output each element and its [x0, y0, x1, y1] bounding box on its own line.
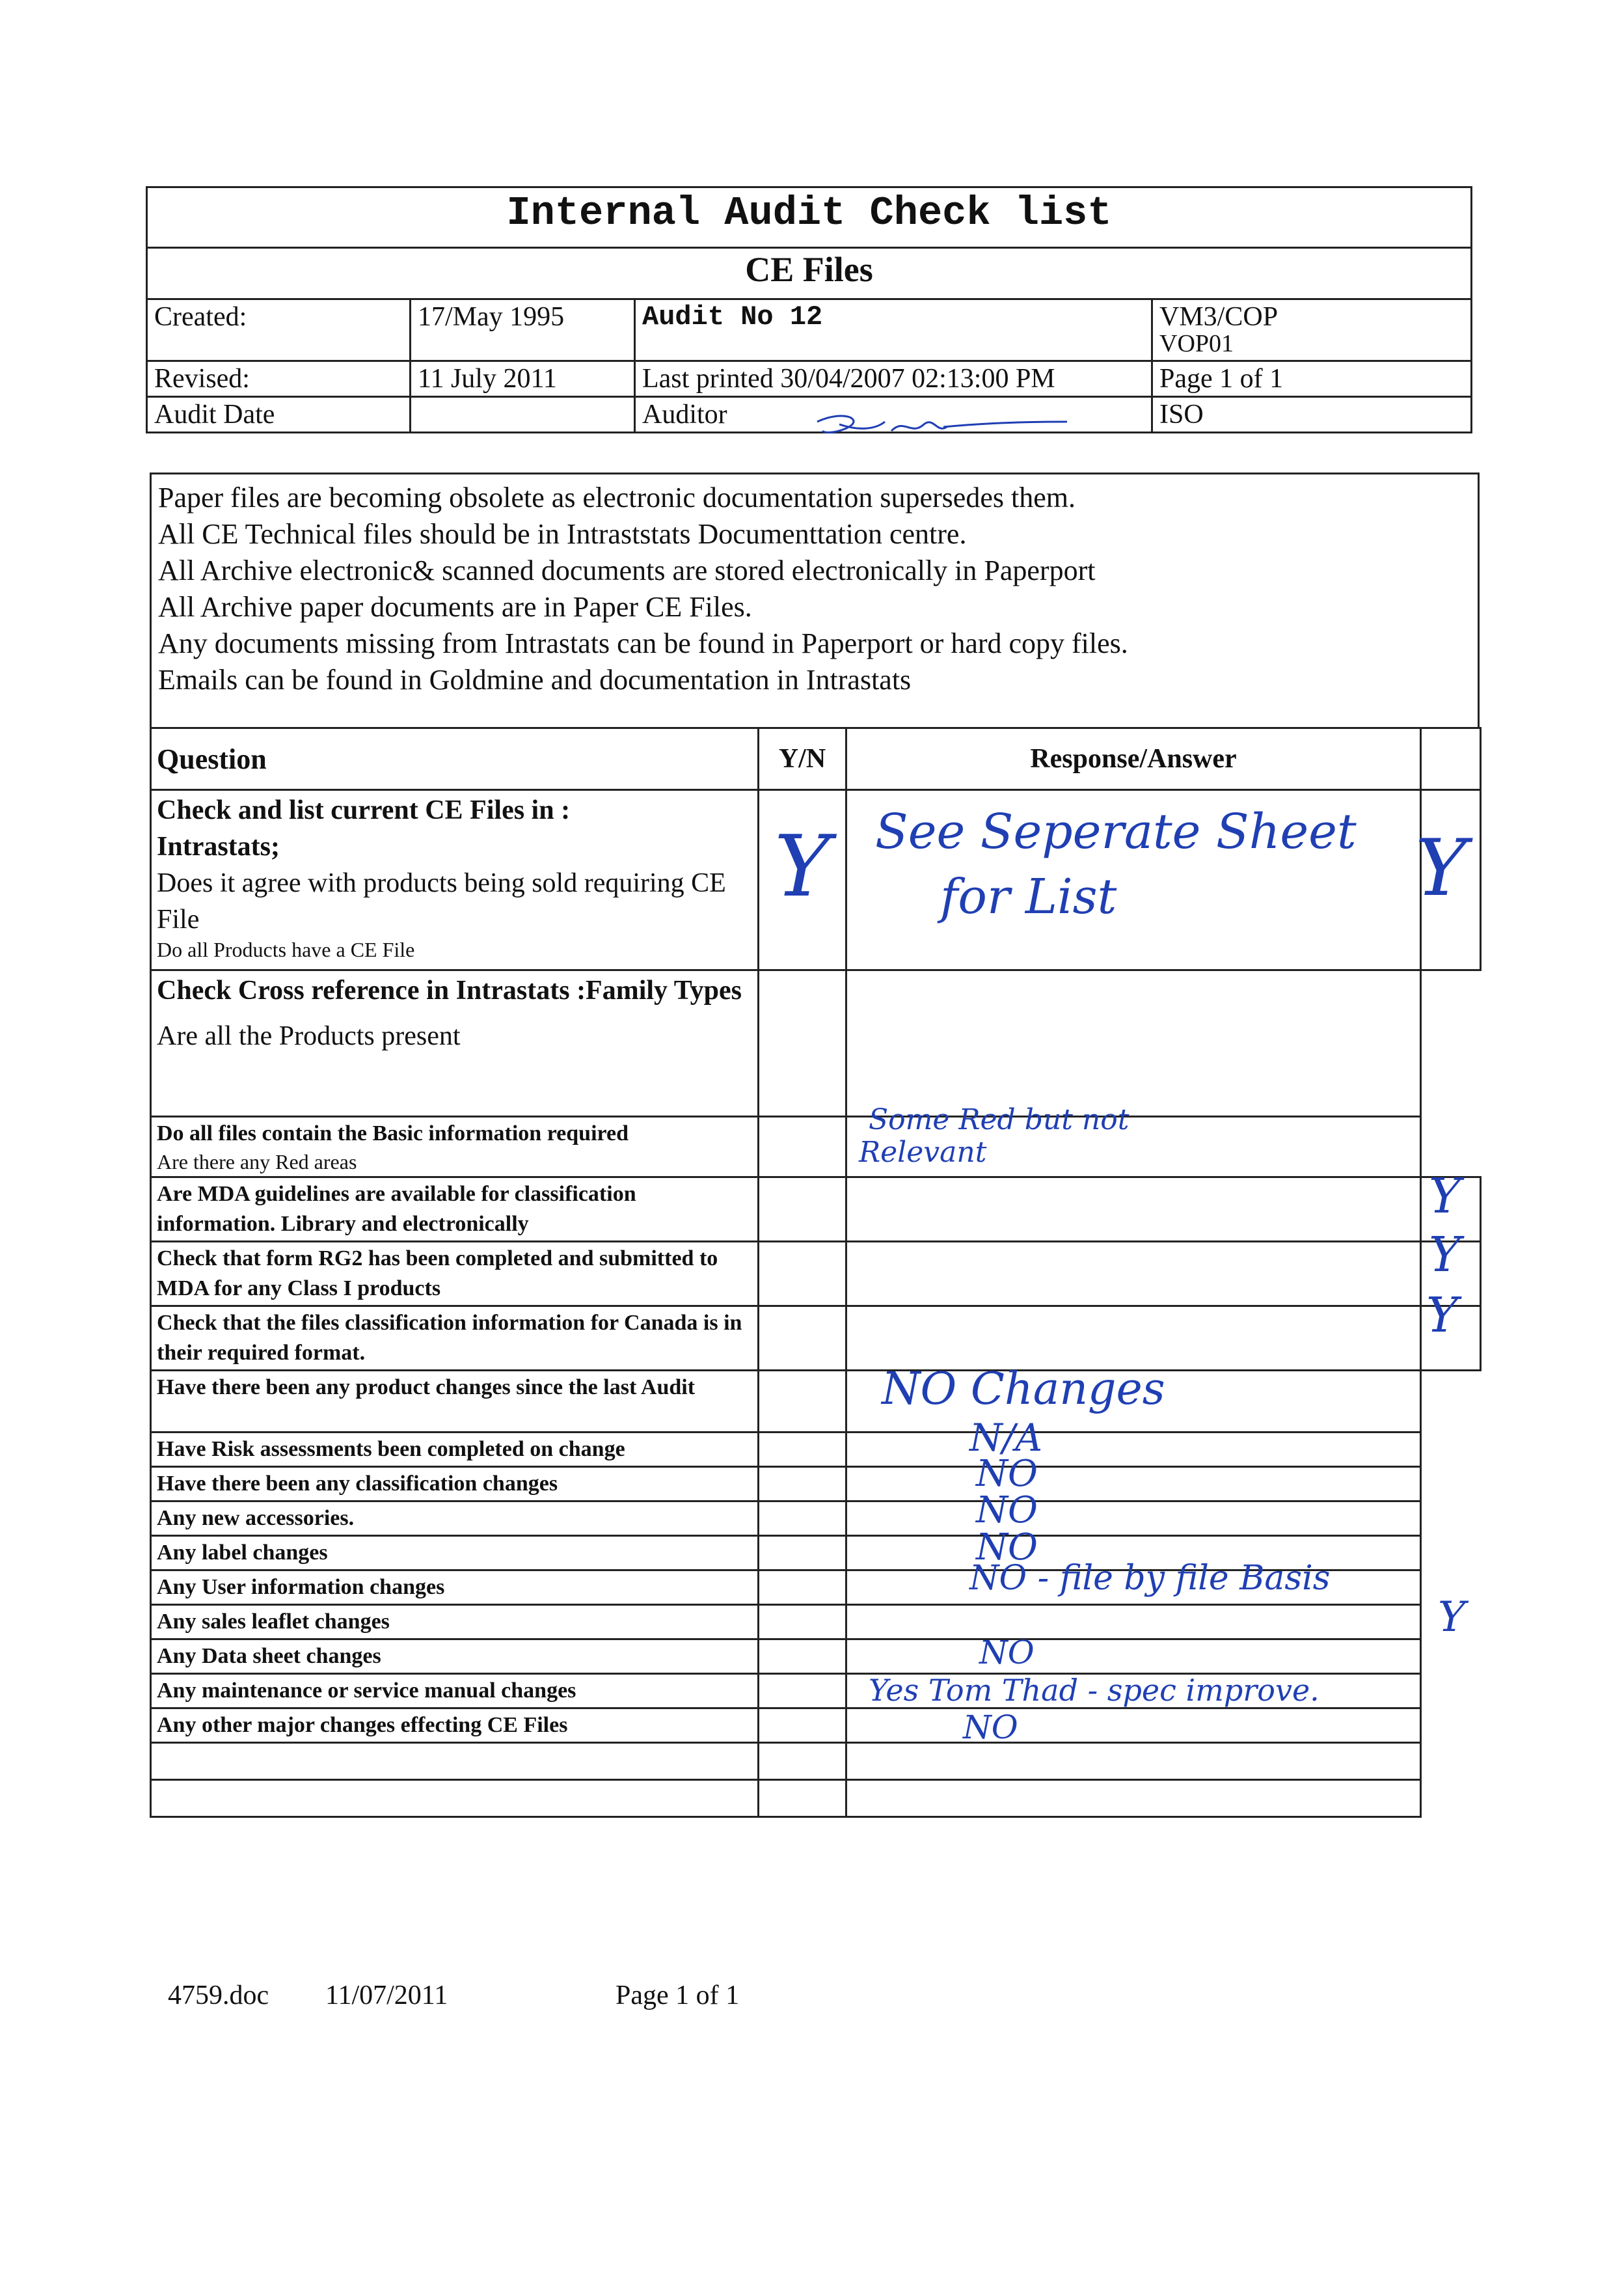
audit-date-value: [411, 397, 635, 433]
col-response-header: Response/Answer: [846, 728, 1421, 790]
header-table: [146, 186, 1472, 433]
question-text: Any new accessories.: [151, 1501, 759, 1536]
handwritten-check: Y: [1438, 1593, 1466, 1641]
check-cell: [1421, 1743, 1481, 1780]
response-cell: [846, 1501, 1421, 1536]
question-text: Are there any Red areas: [157, 1150, 357, 1173]
response-cell: [846, 1467, 1421, 1501]
yn-cell: [759, 1743, 846, 1780]
table-row: [151, 1501, 1481, 1536]
check-cell: [1421, 1780, 1481, 1817]
handwritten-check: Y: [1429, 1168, 1461, 1224]
response-cell: [846, 1743, 1421, 1780]
check-cell: [1421, 970, 1481, 1117]
handwritten-response: NO: [963, 1708, 1018, 1746]
auditor-label: Auditor: [642, 400, 727, 430]
yn-cell: [759, 1467, 846, 1501]
handwritten-response: NO - file by file Basis: [969, 1559, 1331, 1598]
handwritten-response: See Seperate Sheet: [875, 804, 1357, 860]
yn-cell: [759, 1371, 846, 1432]
page-indicator: Page 1 of 1: [1152, 361, 1472, 396]
note-line: Emails can be found in Goldmine and documentation in Intrastats: [158, 664, 912, 696]
check-cell: [1421, 1674, 1481, 1708]
doc-code-2: VOP01: [1159, 330, 1234, 358]
question-cell: [151, 1780, 759, 1817]
document-title: Internal Audit Check list: [147, 187, 1472, 248]
footer-page: Page 1 of 1: [616, 1981, 740, 2010]
yn-cell: [759, 1432, 846, 1467]
yn-cell: [759, 1501, 846, 1536]
yn-cell: [759, 1536, 846, 1570]
question-cell: [151, 1743, 759, 1780]
auditor-signature: [813, 405, 1074, 444]
question-text: Any other major changes effecting CE Files: [151, 1708, 759, 1743]
table-row: [151, 1708, 1481, 1743]
question-cell: [151, 790, 759, 970]
question-text: Have there been any product changes since the last Audit: [151, 1371, 759, 1432]
col-yn-header: Y/N: [759, 728, 846, 790]
yn-cell: [759, 1117, 846, 1177]
question-text: Intrastats;: [157, 832, 280, 862]
response-cell: [846, 1708, 1421, 1743]
question-text: Do all files contain the Basic information required: [157, 1121, 629, 1145]
question-text: Does it agree with products being sold requiring CE File: [157, 868, 726, 935]
check-cell: [1421, 1501, 1481, 1536]
yn-cell: [759, 1242, 846, 1306]
table-row: [151, 1432, 1481, 1467]
yn-cell: [759, 1708, 846, 1743]
question-text: Are MDA guidelines are available for classification information. Library and electronically: [151, 1177, 759, 1242]
footer-date: 11/07/2011: [325, 1981, 448, 2010]
question-text: Any label changes: [151, 1536, 759, 1570]
yn-cell: [759, 1306, 846, 1371]
document-subtitle: CE Files: [147, 248, 1472, 299]
question-text: Have there been any classification changes: [151, 1467, 759, 1501]
handwritten-response: Relevant: [859, 1136, 987, 1169]
handwritten-check: Y: [1426, 1287, 1458, 1343]
note-line: Paper files are becoming obsolete as electronic documentation supersedes them.: [158, 482, 1076, 514]
check-cell: [1421, 1432, 1481, 1467]
question-text: Check Cross reference in Intrastats :Family Types: [157, 976, 742, 1006]
question-text: Are all the Products present: [157, 1021, 461, 1051]
handwritten-response: for List: [940, 869, 1117, 925]
revised-value: 11 July 2011: [411, 361, 635, 396]
yn-cell: [759, 1780, 846, 1817]
question-cell: [151, 1117, 759, 1177]
doc-code: [1152, 299, 1472, 361]
handwritten-response: Some Red but not: [869, 1103, 1130, 1136]
response-cell: [846, 1177, 1421, 1242]
handwritten-response: NO: [976, 1453, 1038, 1495]
table-row: [151, 1467, 1481, 1501]
handwritten-check: Y: [1415, 823, 1467, 914]
yn-cell: [759, 1674, 846, 1708]
table-row: [151, 970, 1481, 1117]
response-cell: [846, 1306, 1421, 1371]
table-row: [151, 1117, 1481, 1177]
audit-date-label: Audit Date: [147, 397, 411, 433]
note-line: All CE Technical files should be in Intraststats Documenttation centre.: [158, 518, 967, 550]
response-cell: [846, 1242, 1421, 1306]
question-text: Check and list current CE Files in :: [157, 795, 571, 825]
table-row: [151, 1306, 1481, 1371]
revised-label: Revised:: [147, 361, 411, 396]
yn-cell: [759, 970, 846, 1117]
audit-number: Audit No 12: [635, 299, 1152, 361]
table-row: [151, 1743, 1481, 1780]
question-cell: [151, 970, 759, 1117]
question-text: Any maintenance or service manual changes: [151, 1674, 759, 1708]
yn-cell: [759, 1177, 846, 1242]
response-cell: [846, 1639, 1421, 1674]
yn-cell: [759, 1605, 846, 1639]
col-question-header: Question: [151, 728, 759, 790]
note-line: All Archive paper documents are in Paper CE Files.: [158, 591, 752, 623]
question-text: Have Risk assessments been completed on change: [151, 1432, 759, 1467]
table-row: [151, 1177, 1481, 1242]
iso-label: ISO: [1152, 397, 1472, 433]
handwritten-check: Y: [1429, 1227, 1461, 1283]
check-cell: [1421, 1639, 1481, 1674]
question-text: Do all Products have a CE File: [157, 938, 415, 961]
table-row: [151, 1780, 1481, 1817]
response-cell: [846, 970, 1421, 1117]
response-cell: [846, 1780, 1421, 1817]
created-label: Created:: [147, 299, 411, 361]
note-line: All Archive electronic& scanned documents are stored electronically in Paperport: [158, 555, 1096, 586]
yn-cell: [759, 1570, 846, 1605]
handwritten-response: NO: [979, 1634, 1035, 1671]
handwritten-response: NO Changes: [882, 1364, 1165, 1415]
note-line: Any documents missing from Intrastats can be found in Paperport or hard copy files.: [158, 627, 1128, 659]
handwritten-response: Yes Tom Thad - spec improve.: [869, 1673, 1320, 1708]
handwritten-response: N/A: [969, 1416, 1043, 1460]
check-column-header: [1421, 728, 1481, 790]
handwritten-response: NO: [976, 1526, 1038, 1569]
notes-box: [150, 473, 1480, 728]
doc-code-1: VM3/COP: [1159, 302, 1279, 332]
yn-cell: [759, 1639, 846, 1674]
check-cell: [1421, 1467, 1481, 1501]
check-cell: [1421, 1536, 1481, 1570]
question-text: Any User information changes: [151, 1570, 759, 1605]
table-row: [151, 1242, 1481, 1306]
response-cell: [846, 1605, 1421, 1639]
table-row: [151, 1371, 1481, 1432]
table-row: [151, 1639, 1481, 1674]
question-text: Any Data sheet changes: [151, 1639, 759, 1674]
question-text: Check that form RG2 has been completed and submitted to MDA for any Class I products: [151, 1242, 759, 1306]
question-text: Check that the files classification information for Canada is in their required format.: [151, 1306, 759, 1371]
question-text: Any sales leaflet changes: [151, 1605, 759, 1639]
last-printed: Last printed 30/04/2007 02:13:00 PM: [635, 361, 1152, 396]
response-cell: [846, 1432, 1421, 1467]
handwritten-response: NO: [976, 1489, 1038, 1531]
created-value: 17/May 1995: [411, 299, 635, 361]
check-cell: [1421, 1708, 1481, 1743]
footer-filename: 4759.doc: [168, 1981, 269, 2010]
handwritten-yn: Y: [774, 817, 830, 916]
check-cell: [1421, 1371, 1481, 1432]
table-row: [151, 1605, 1481, 1639]
